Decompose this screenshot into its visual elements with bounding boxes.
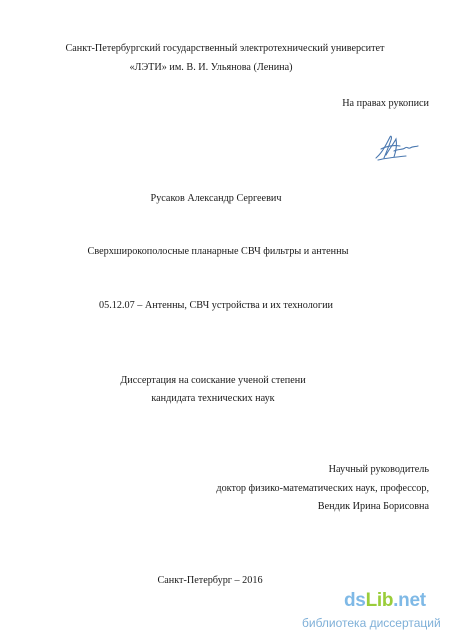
- handwritten-signature: [372, 131, 420, 163]
- logo-part-lib: Lib: [365, 590, 394, 611]
- specialty-code: 05.12.07 – Антенны, СВЧ устройства и их технологии: [99, 300, 333, 311]
- dslib-watermark[interactable]: [300, 590, 450, 637]
- watermark-subtitle: библиотека диссертаций: [302, 616, 441, 630]
- supervisor-credentials: доктор физико-математических наук, профессор,: [216, 483, 429, 494]
- author-name: Русаков Александр Сергеевич: [150, 193, 282, 204]
- university-name-line2: «ЛЭТИ» им. В. И. Ульянова (Ленина): [129, 62, 293, 73]
- logo-part-net: .net: [393, 590, 426, 611]
- university-name-line1: Санкт-Петербургский государственный электротехнический университет: [65, 43, 385, 54]
- dslib-logo: [344, 590, 426, 612]
- supervisor-label: Научный руководитель: [328, 464, 429, 475]
- city-year: Санкт-Петербург – 2016: [157, 575, 263, 586]
- degree-line2: кандидата технических наук: [151, 393, 275, 404]
- logo-part-ds: ds: [344, 590, 366, 611]
- supervisor-name: Вендик Ирина Борисовна: [317, 501, 429, 512]
- dissertation-title: Сверхширокополосные планарные СВЧ фильтры и антенны: [87, 246, 349, 257]
- degree-line1: Диссертация на соискание ученой степени: [120, 375, 306, 386]
- rights-note: На правах рукописи: [342, 98, 429, 109]
